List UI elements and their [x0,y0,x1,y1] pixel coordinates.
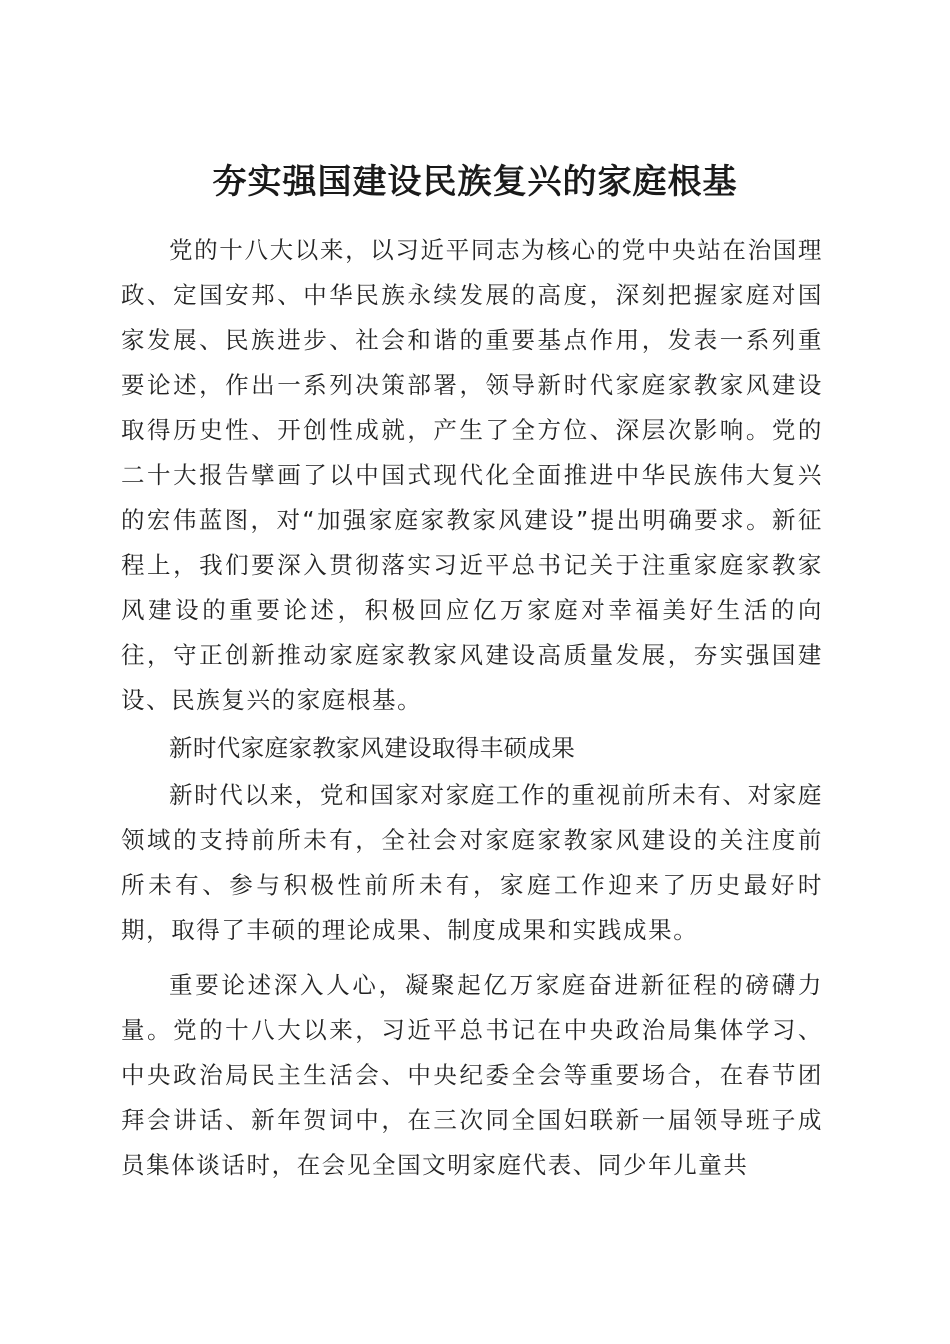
paragraph-intro: 党的十八大以来，以习近平同志为核心的党中央站在治国理政、定国安邦、中华民族永续发展的高度，深刻把握家庭对国家发展、民族进步、社会和谐的重要基点作用，发表一系列重要论述，作出一系列决策部署，领导新时代家庭家教家风建设取得历史性、开创性成就，产生了全方位、深层次影响。党的二十大报告擘画了以中国式现代化全面推进中华民族伟大复兴的宏伟蓝图，对“加强家庭家教家风建设”提出明确要求。新征程上，我们要深入贯彻落实习近平总书记关于注重家庭家教家风建设的重要论述，积极回应亿万家庭对幸福美好生活的向往，守正创新推动家庭家教家风建设高质量发展，夯实强国建设、民族复兴的家庭根基。 [121,236,823,714]
paragraph-important-discourse: 重要论述深入人心，凝聚起亿万家庭奋进新征程的磅礴力量。党的十八大以来，习近平总书记在中央政治局集体学习、中央政治局民主生活会、中央纪委全会等重要场合，在春节团拜会讲话、新年贺词中，在三次同全国妇联新一届领导班子成员集体谈话时，在会见全国文明家庭代表、同少年儿童共 [121,971,823,1179]
paragraph-achievements: 新时代以来，党和国家对家庭工作的重视前所未有、对家庭领域的支持前所未有，全社会对家庭家教家风建设的关注度前所未有、参与积极性前所未有，家庭工作迎来了历史最好时期，取得了丰硕的理论成果、制度成果和实践成果。 [121,781,823,944]
document-body [121,228,823,1188]
section-heading: 新时代家庭家教家风建设取得丰硕成果 [169,734,576,762]
document-title: 夯实强国建设民族复兴的家庭根基 [212,161,738,202]
